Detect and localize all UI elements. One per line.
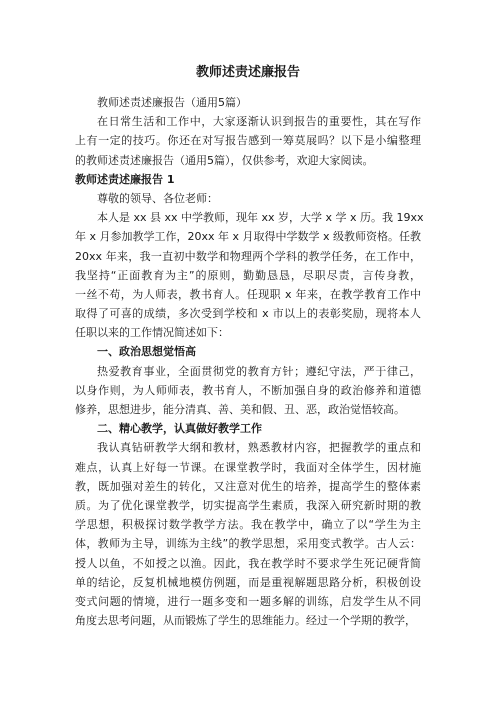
text-line: 在日常生活和工作中，大家逐渐认识到报告的重要性，其在写作: [97, 115, 421, 129]
text-line: 单的结论，反复机械地模仿例题，而是重视解题思路分析，积极创设: [75, 575, 421, 589]
text-line: 本人是 xx 县 xx 中学教师，现年 xx 岁，大学 x 学 x 历。我 19xx: [97, 211, 424, 225]
text-line: 任职以来的工作情况简述如下：: [75, 326, 229, 340]
paragraph: [75, 362, 421, 420]
text-line: 教，既加强对差生的转化，又注意对优生的培养，提高学生的整体素: [75, 479, 421, 493]
text-line: 教师述责述廉报告 1: [75, 172, 175, 186]
paragraph: [75, 208, 424, 342]
text-line: 上有一定的技巧。你还在对写报告感到一筹莫展吗？以下是小编整理: [75, 134, 421, 148]
text-line: 难点，认真上好每一节课。在课堂教学时，我面对全体学生，因材施: [75, 460, 421, 474]
paragraph: [75, 112, 421, 170]
text-line: 一、政治思想觉悟高: [97, 345, 196, 359]
text-line: 角度去思考问题，从而锻炼了学生的思维能力。经过一个学期的教学，: [75, 614, 416, 628]
text-line: 体，教师为主导，训练为主线”的教学思想，采用变式教学。古人云：: [75, 537, 421, 551]
text-line: 年 x 月参加教学工作，20xx 年 x 月取得中学数学 x 级教师资格。任教: [75, 230, 422, 244]
text-line: 以身作则，为人师师表，教书育人，不断加强自身的政治修养和道德: [75, 383, 421, 397]
text-line: 热爱教育事业，全面贯彻党的教育方针；遵纪守法，严于律己，: [97, 364, 421, 378]
document-body: [75, 93, 424, 630]
section-heading: [75, 170, 421, 189]
text-line: 取得了可喜的成绩，多次受到学校和 x 市以上的表彰奖励，现将本人: [75, 307, 421, 321]
text-line: 一丝不苟，为人师表，教书育人。任现职 x 年来，在教学教育工作中: [75, 287, 421, 301]
text-line: 的教师述责述廉报告（通用5篇），仅供参考，欢迎大家阅读。: [75, 153, 374, 167]
document-title: 教师述责述廉报告: [195, 65, 300, 80]
text-line: 质。为了优化课堂教学，切实提高学生素质，我深入研究新时期的教: [75, 498, 421, 512]
section-heading: [75, 342, 421, 361]
section-heading: [75, 419, 421, 438]
text-line: 学思想，积极探讨数学教学方法。我在教学中，确立了以“学生为主: [75, 518, 421, 532]
text-line: 修养，思想进步，能分清真、善、美和假、丑、恶，政治觉悟较高。: [75, 403, 405, 416]
paragraph: [75, 189, 421, 208]
text-line: 变式问题的情境，进行一题多变和一题多解的训练，启发学生从不同: [75, 594, 421, 608]
text-line: 尊敬的领导、各位老师：: [97, 191, 218, 205]
text-line: 授人以鱼，不如授之以渔。因此，我在教学时不要求学生死记硬背简: [75, 556, 421, 570]
text-line: 教师述责述廉报告（通用5篇）: [97, 96, 247, 109]
paragraph: [75, 438, 421, 630]
paragraph: [75, 93, 421, 112]
text-line: 20xx 年来，我一直初中数学和物理两个学科的教学任务，在工作中，: [75, 249, 421, 263]
text-line: 我坚持“正面教育为主”的原则，勤勤恳恳，尽职尽责，言传身教，: [75, 268, 421, 282]
text-line: 二、精心教学，认真做好教学工作: [97, 422, 262, 436]
text-line: 我认真钻研教学大纲和教材，熟悉教材内容，把握教学的重点和: [97, 441, 421, 455]
